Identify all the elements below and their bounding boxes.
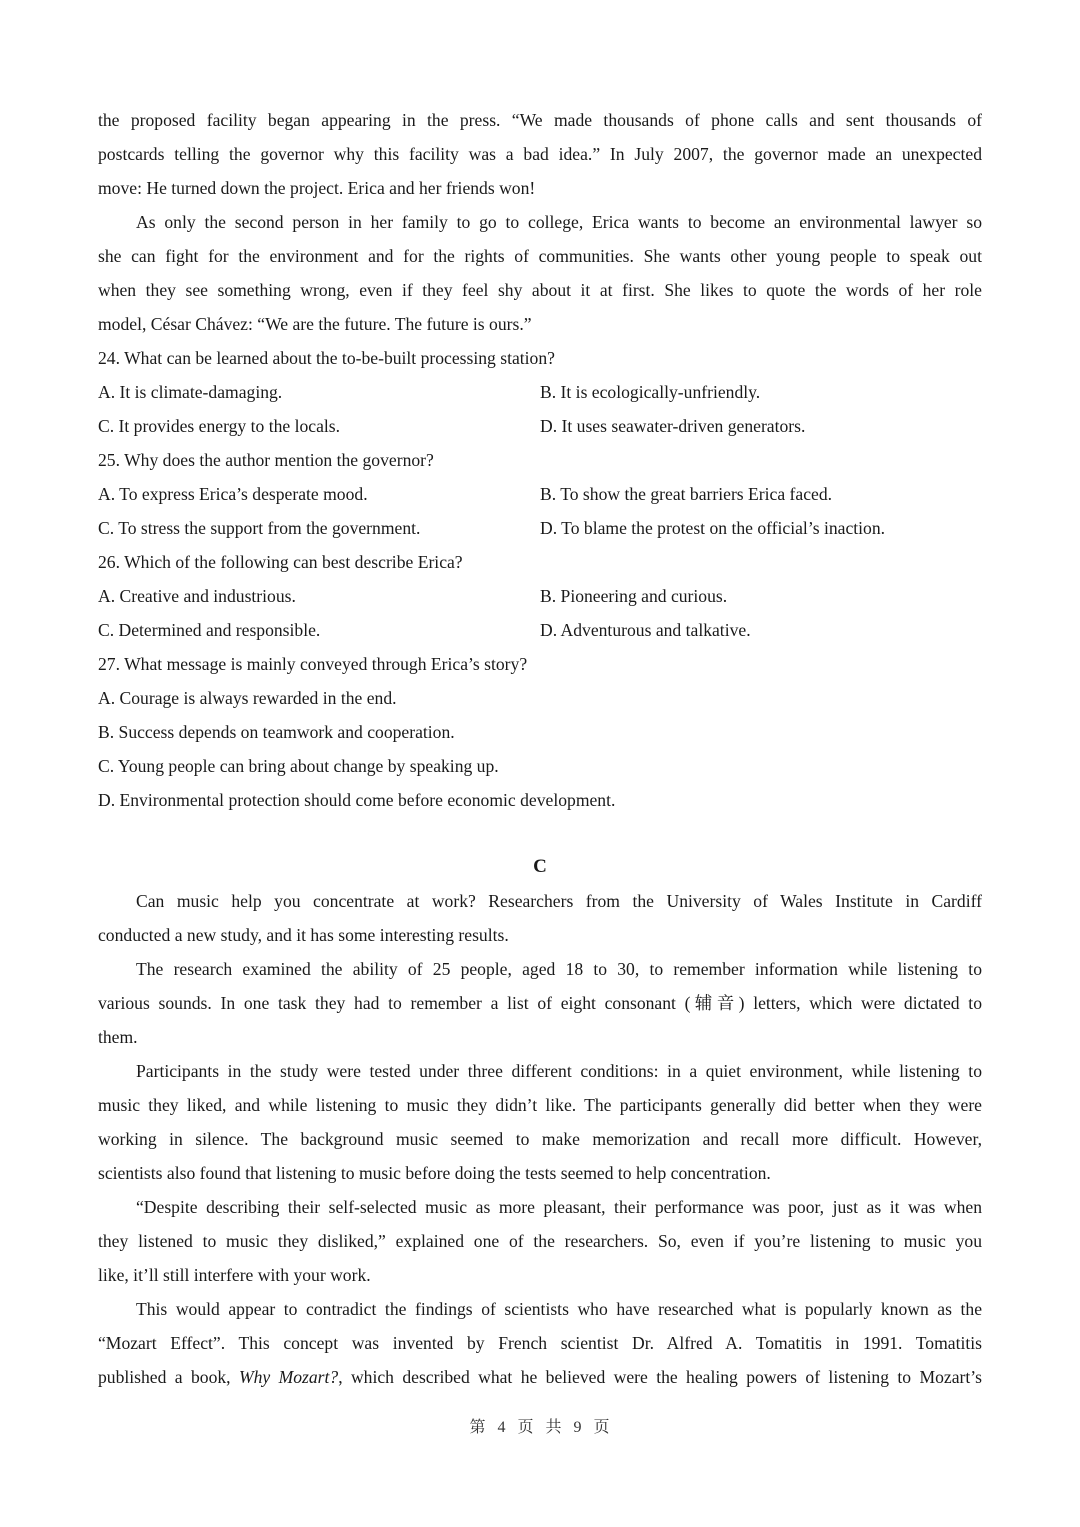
answer-option: B. It is ecologically-unfriendly. (540, 382, 761, 402)
answer-option: D. To blame the protest on the official’s inaction. (540, 518, 886, 538)
passage-c-paragraphs (98, 884, 982, 1360)
question-stem: 25. Why does the author mention the governor? (98, 450, 434, 470)
paragraph-line: model, César Chávez: “We are the future. The future is ours.” (98, 314, 532, 334)
book-title: Why Mozart? (238, 1367, 339, 1387)
paragraph-line: she can fight for the environment and for the rights of communities. She wants other young people to speak out (98, 246, 982, 266)
paragraph-line: various sounds. In one task they had to remember a list of eight consonant (辅音) letters, which were dictated to (98, 993, 982, 1013)
answer-option: D. Environmental protection should come before economic development. (98, 790, 616, 810)
passage-b-ending (98, 103, 982, 341)
answer-option: C. Young people can bring about change by speaking up. (98, 756, 499, 776)
answer-option: A. It is climate-damaging. (98, 382, 283, 402)
options-row (98, 613, 982, 647)
answer-option: B. Pioneering and curious. (540, 586, 728, 606)
page-footer: 第 4 页 共 9 页 (469, 1419, 611, 1436)
options-row (98, 409, 982, 443)
paragraph-line: “Mozart Effect”. This concept was invented by French scientist Dr. Alfred A. Tomatitis in 1991. Tomatitis (98, 1333, 982, 1353)
paragraph-line: conducted a new study, and it has some interesting results. (98, 925, 509, 945)
paragraph (98, 1190, 982, 1292)
answer-option: C. To stress the support from the government. (98, 518, 421, 538)
section-c-heading: C (533, 856, 547, 877)
answer-option: B. Success depends on teamwork and cooperation. (98, 722, 455, 742)
options-row (98, 511, 982, 545)
answer-option: A. To express Erica’s desperate mood. (98, 484, 368, 504)
answer-option: C. It provides energy to the locals. (98, 416, 341, 436)
paragraph-line: Can music help you concentrate at work? Researchers from the University of Wales Institute in Cardiff (136, 891, 982, 911)
question-stem: 24. What can be learned about the to-be-built processing station? (98, 348, 555, 368)
answer-option: C. Determined and responsible. (98, 620, 321, 640)
paragraph-line: scientists also found that listening to music before doing the tests seemed to help concentration. (98, 1163, 771, 1183)
paragraph-line: move: He turned down the project. Erica and her friends won! (98, 178, 536, 198)
text: published a book, (98, 1367, 239, 1387)
question-stem: 26. Which of the following can best describe Erica? (98, 552, 463, 572)
question (98, 443, 982, 545)
answer-option: A. Courage is always rewarded in the end. (98, 688, 397, 708)
paragraph (98, 103, 982, 205)
options-row (98, 579, 982, 613)
paragraph (98, 952, 982, 1054)
answer-option: A. Creative and industrious. (98, 586, 296, 606)
options-row (98, 375, 982, 409)
paragraph-line: The research examined the ability of 25 people, aged 18 to 30, to remember information while listening to (136, 959, 982, 979)
question-stem: 27. What message is mainly conveyed through Erica’s story? (98, 654, 528, 674)
paragraph (98, 884, 982, 952)
paragraph-line: them. (98, 1027, 138, 1047)
passage-c (98, 884, 982, 1394)
paragraph (98, 1292, 982, 1360)
paragraph (98, 205, 982, 341)
paragraph-line: “Despite describing their self-selected music as more pleasant, their performance was poor, just as it was when (136, 1197, 982, 1217)
paragraph-line: This would appear to contradict the findings of scientists who have researched what is popularly known as the (136, 1299, 982, 1319)
text: , which described what he believed were the healing powers of listening to Mozart’s (338, 1367, 982, 1387)
paragraph-line: like, it’ll still interfere with your work. (98, 1265, 371, 1285)
paragraph-line: they listened to music they disliked,” explained one of the researchers. So, even if you’re listening to music you (98, 1231, 982, 1251)
answer-option: D. Adventurous and talkative. (540, 620, 751, 640)
question (98, 647, 982, 817)
paragraph-line: the proposed facility began appearing in the press. “We made thousands of phone calls and sent thousands of (98, 110, 982, 130)
question (98, 341, 982, 443)
questions-24-27 (98, 341, 982, 817)
paragraph-line: when they see something wrong, even if they feel shy about it at first. She likes to quote the words of her role (98, 280, 982, 300)
paragraph-line: working in silence. The background music seemed to make memorization and recall more difficult. However, (98, 1129, 982, 1149)
paragraph (98, 1054, 982, 1190)
paragraph-line: Participants in the study were tested under three different conditions: in a quiet environment, while listening to (136, 1061, 982, 1081)
paragraph-line: postcards telling the governor why this facility was a bad idea.” In July 2007, the governor made an unexpected (98, 144, 982, 164)
question (98, 545, 982, 647)
paragraph-line (98, 1360, 982, 1394)
exam-page (98, 103, 982, 1394)
answer-option: D. It uses seawater-driven generators. (540, 416, 806, 436)
paragraph-line: As only the second person in her family to go to college, Erica wants to become an environmental lawyer so (136, 212, 982, 232)
answer-option: B. To show the great barriers Erica faced. (540, 484, 833, 504)
paragraph-line: music they liked, and while listening to music they didn’t like. The participants generally did better when they were (98, 1095, 982, 1115)
options-row (98, 477, 982, 511)
